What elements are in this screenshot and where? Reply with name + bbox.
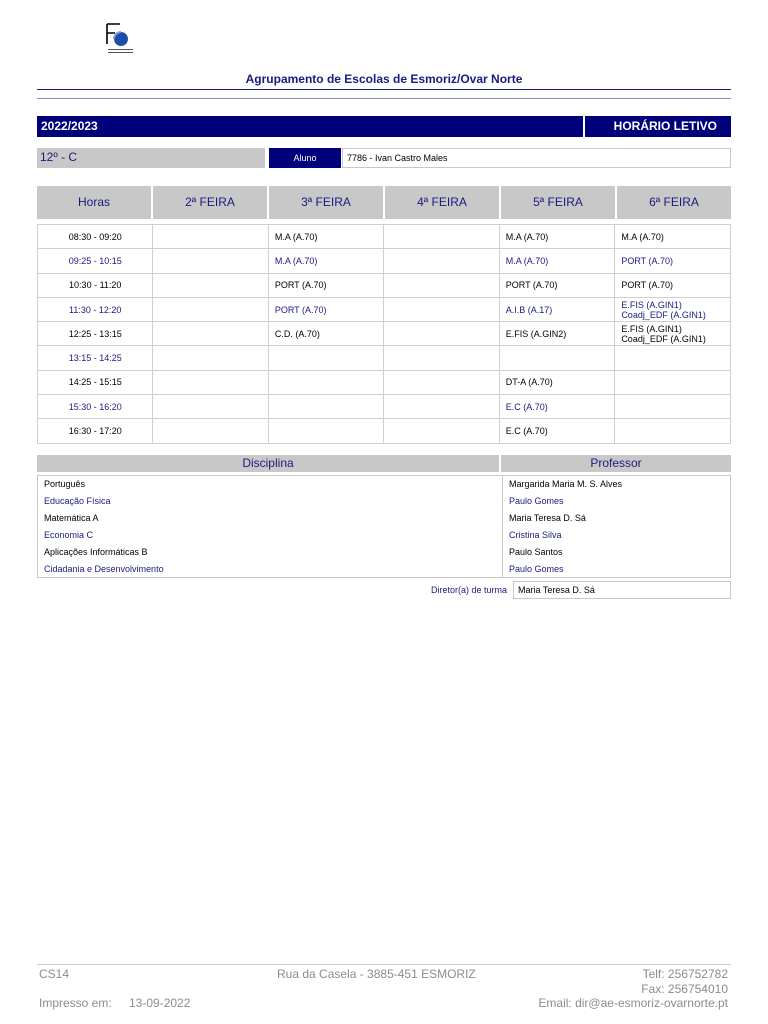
- col-header-thursday: 5ª FEIRA: [501, 186, 617, 219]
- class-cell: [153, 249, 268, 273]
- school-year: 2022/2023: [37, 116, 583, 137]
- subjects-table: [37, 475, 731, 578]
- teacher-name: Paulo Gomes: [509, 496, 564, 506]
- class-cell: [268, 346, 384, 370]
- school-logo: [104, 22, 136, 56]
- footer-email: Email: dir@ae-esmoriz-ovarnorte.pt: [538, 996, 728, 1010]
- schedule-type: HORÁRIO LETIVO: [585, 116, 731, 137]
- col-header-friday: 6ª FEIRA: [649, 195, 699, 209]
- class-cell: C.D. (A.70): [268, 322, 384, 346]
- list-item: [38, 527, 730, 544]
- time-cell: 16:30 - 17:20: [38, 419, 153, 443]
- title-bar: [37, 116, 731, 137]
- time-cell: 13:15 - 14:25: [38, 346, 153, 370]
- class-cell: [615, 419, 731, 443]
- time-cell: 10:30 - 11:20: [38, 273, 153, 297]
- subject-name: Economia C: [44, 530, 94, 540]
- footer-printed-date: 13-09-2022: [129, 996, 191, 1010]
- class-cell: PORT (A.70): [615, 249, 731, 273]
- class-cell: [384, 273, 499, 297]
- table-row: [38, 346, 731, 370]
- class-cell: M.A (A.70): [499, 249, 615, 273]
- class-cell: [499, 346, 615, 370]
- table-row: [38, 322, 731, 346]
- class-cell: DT-A (A.70): [499, 370, 615, 394]
- class-entry: Coadj_EDF (A.GIN1): [621, 333, 706, 344]
- class-info-row: [37, 148, 731, 168]
- footer-printed-label: Impresso em:: [39, 996, 112, 1010]
- list-item: [38, 544, 730, 561]
- table-row: [38, 370, 731, 394]
- class-cell: [384, 370, 499, 394]
- teacher-name: Margarida Maria M. S. Alves: [509, 479, 623, 489]
- teacher-name: Paulo Santos: [509, 547, 563, 557]
- time-cell: 08:30 - 09:20: [38, 225, 153, 249]
- class-cell: PORT (A.70): [268, 273, 384, 297]
- class-cell: [153, 395, 268, 419]
- class-cell: PORT (A.70): [615, 273, 731, 297]
- class-cell: [615, 346, 731, 370]
- class-cell: [268, 419, 384, 443]
- time-cell: 11:30 - 12:20: [38, 297, 153, 321]
- subjects-header: [37, 455, 731, 472]
- list-item: [38, 476, 730, 493]
- class-cell: [268, 395, 384, 419]
- table-row: [38, 395, 731, 419]
- col-header-teacher: Professor: [590, 456, 642, 470]
- director-label: Diretor(a) de turma: [430, 585, 507, 595]
- class-cell: [268, 370, 384, 394]
- schedule-table: [37, 224, 731, 444]
- subject-name: Cidadania e Desenvolvimento: [44, 564, 164, 574]
- list-item: [38, 561, 730, 578]
- footer-code: CS14: [39, 967, 70, 981]
- col-header-subject: Disciplina: [37, 455, 501, 472]
- class-cell: [384, 249, 499, 273]
- class-cell: [384, 346, 499, 370]
- table-row: [38, 249, 731, 273]
- class-cell: E.C (A.70): [499, 419, 615, 443]
- student-value: 7786 - Ivan Castro Males: [342, 148, 731, 168]
- subject-name: Português: [44, 479, 86, 489]
- time-cell: 12:25 - 13:15: [38, 322, 153, 346]
- class-cell: [153, 322, 268, 346]
- teacher-name: Cristina Silva: [509, 530, 562, 540]
- footer-address: Rua da Casela - 3885-451 ESMORIZ: [277, 967, 476, 981]
- class-cell: PORT (A.70): [499, 273, 615, 297]
- class-cell: [153, 297, 268, 321]
- class-cell: [615, 297, 731, 321]
- col-header-wednesday: 4ª FEIRA: [385, 186, 501, 219]
- time-cell: 14:25 - 15:15: [38, 370, 153, 394]
- class-cell: PORT (A.70): [268, 297, 384, 321]
- class-entry: E.FIS (A.GIN1): [621, 299, 682, 310]
- student-label: Aluno: [269, 148, 341, 168]
- class-cell: [153, 370, 268, 394]
- class-cell: [615, 395, 731, 419]
- class-cell: E.C (A.70): [499, 395, 615, 419]
- class-cell: M.A (A.70): [268, 249, 384, 273]
- list-item: [38, 493, 730, 510]
- col-header-tuesday: 3ª FEIRA: [269, 186, 385, 219]
- class-cell: [384, 419, 499, 443]
- class-entry: E.FIS (A.GIN1): [621, 323, 682, 334]
- class-cell: [153, 419, 268, 443]
- class-entry: Coadj_EDF (A.GIN1): [621, 309, 706, 320]
- class-cell: M.A (A.70): [615, 225, 731, 249]
- class-cell: [384, 395, 499, 419]
- class-cell: [615, 322, 731, 346]
- class-cell: [384, 297, 499, 321]
- class-cell: M.A (A.70): [268, 225, 384, 249]
- time-cell: 15:30 - 16:20: [38, 395, 153, 419]
- header-rule-secondary: [37, 98, 731, 99]
- class-cell: [384, 322, 499, 346]
- school-name: Agrupamento de Escolas de Esmoriz/Ovar Norte: [245, 72, 523, 86]
- footer-fax: Fax: 256754010: [641, 982, 728, 996]
- class-cell: A.I.B (A.17): [499, 297, 615, 321]
- teacher-name: Paulo Gomes: [509, 564, 564, 574]
- class-cell: [153, 225, 268, 249]
- table-row: [38, 273, 731, 297]
- col-header-monday: 2ª FEIRA: [153, 186, 269, 219]
- table-row: [38, 225, 731, 249]
- class-cell: E.FIS (A.GIN2): [499, 322, 615, 346]
- teacher-name: Maria Teresa D. Sá: [509, 513, 586, 523]
- class-cell: [153, 273, 268, 297]
- class-name: 12º - C: [37, 148, 265, 168]
- director-value: Maria Teresa D. Sá: [513, 581, 731, 599]
- table-row: [38, 419, 731, 443]
- table-row: [38, 297, 731, 321]
- time-cell: 09:25 - 10:15: [38, 249, 153, 273]
- header-rule: [37, 89, 731, 90]
- subject-name: Matemática A: [44, 513, 99, 523]
- class-cell: [153, 346, 268, 370]
- class-cell: [615, 370, 731, 394]
- schedule-header: [37, 186, 731, 219]
- class-cell: M.A (A.70): [499, 225, 615, 249]
- footer-phone: Telf: 256752782: [642, 967, 728, 981]
- col-header-hours: Horas: [37, 186, 153, 219]
- subject-name: Educação Física: [44, 496, 111, 506]
- class-cell: [384, 225, 499, 249]
- list-item: [38, 510, 730, 527]
- subject-name: Aplicações Informáticas B: [44, 547, 148, 557]
- footer-rule: [37, 964, 731, 965]
